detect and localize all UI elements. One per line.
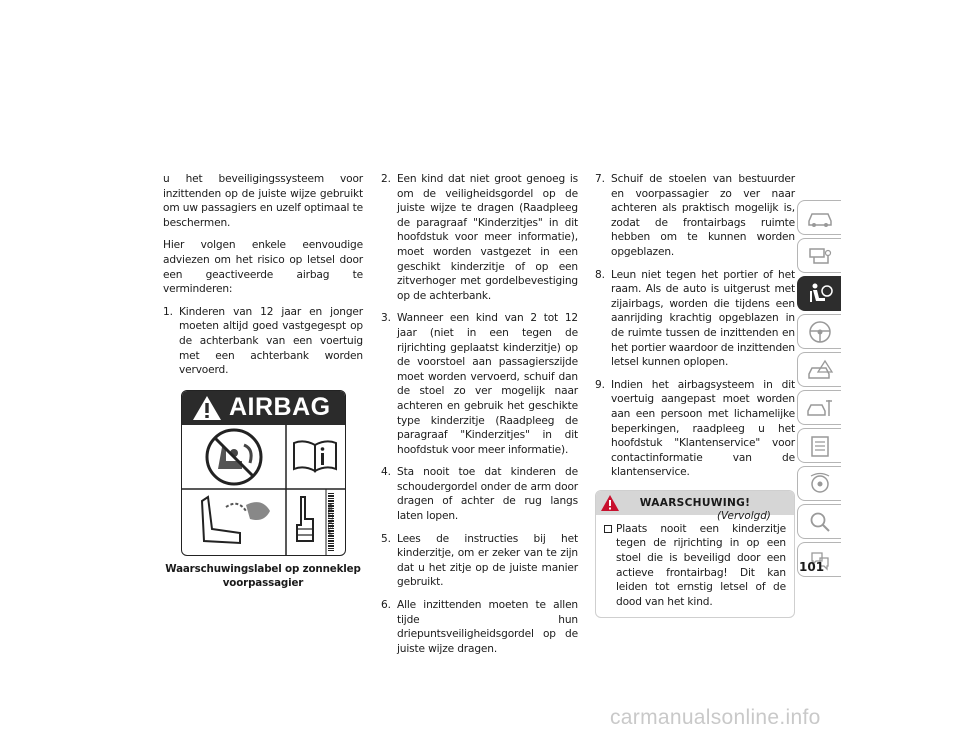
tab-safety[interactable] bbox=[797, 276, 841, 311]
airbag-safety-icon bbox=[805, 282, 835, 306]
column-1 bbox=[163, 172, 363, 590]
list-item: 8. Leun niet tegen het portier of het raam. Als de auto is uitgerust met zijairbags, worden die tijdens een aanrijding krachtig opgeblazen in de ruimte tussen de inzittenden en het portier waardoor de inzittenden letsel kunnen oplopen. bbox=[595, 268, 795, 369]
list-item: 9. Indien het airbagsysteem in dit voertuig aangepast moet worden aan een persoon met lichamelijke beperkingen, raadpleeg u het hoofdstuk "Klantenservice" voor contactinformatie van de klantenservice. bbox=[595, 378, 795, 479]
list-item: 7. Schuif de stoelen van bestuurder en voorpassagier zo ver naar achteren als praktisch mogelijk is, zodat de frontairbags ruimte hebben om te kunnen worden opgeblazen. bbox=[595, 173, 795, 258]
page-number: 101 bbox=[799, 560, 825, 574]
warning-car-icon bbox=[806, 359, 834, 381]
steering-wheel-icon bbox=[807, 319, 833, 345]
search-icon bbox=[807, 510, 833, 534]
service-icon bbox=[806, 397, 834, 419]
bullet-square-icon bbox=[604, 525, 612, 533]
advice-list-part-3 bbox=[595, 172, 795, 480]
list-item: 6. Alle inzittenden moeten te allen tijde hun driepuntsveiligheidsgordel op de juiste wijze dragen. bbox=[381, 599, 578, 655]
part-number: 68177003AA bbox=[325, 503, 332, 537]
no-rear-facing-child-seat-icon bbox=[182, 425, 286, 489]
list-item: 2. Een kind dat niet groot genoeg is om de veiligheidsgordel op de juiste wijze te dragen (Raadpleeg de paragraaf "Kinderzitjes" in dit hoofdstuk voor meer informatie), moet worden vastgezet in een geschikt kinderzitje of op een zitverhoger met gordelbevestiging op de achterbank. bbox=[381, 173, 578, 302]
specifications-icon bbox=[807, 434, 833, 458]
airbag-label-title: AIRBAG bbox=[229, 393, 331, 422]
list-item: 5. Lees de instructies bij het kinderzitje, om er zeker van te zijn dat u het zitje op de juiste manier gebruikt. bbox=[381, 532, 578, 589]
warning-triangle-icon bbox=[600, 494, 620, 512]
watermark: carmanualsonline.info bbox=[610, 706, 821, 729]
advice-list-part-2 bbox=[381, 172, 578, 656]
column-3 bbox=[595, 172, 795, 618]
tab-dashboard[interactable] bbox=[797, 238, 841, 273]
airbag-label-header bbox=[182, 391, 345, 425]
chapter-tabs bbox=[797, 200, 841, 580]
side-airbag-seat-icon bbox=[182, 489, 286, 555]
tab-service[interactable] bbox=[797, 390, 841, 425]
tab-multimedia[interactable] bbox=[797, 466, 841, 501]
advice-list-part-1 bbox=[163, 305, 363, 378]
read-manual-icon bbox=[286, 425, 345, 489]
tab-specifications[interactable] bbox=[797, 428, 841, 463]
column-2 bbox=[381, 172, 578, 664]
list-item: 4. Sta nooit toe dat kinderen de schoudergordel onder de arm door dragen of achter de rug langs laten lopen. bbox=[381, 466, 578, 523]
warning-item: Plaats nooit een kinderzitje tegen de rijrichting in op een stoel die is beveiligd door een actieve frontairbag! Dit kan leiden tot ernstig letsel of de dood van het kind. bbox=[604, 522, 786, 610]
warning-body bbox=[596, 515, 794, 618]
hand-pointing-icon bbox=[286, 489, 326, 555]
tab-emergency[interactable] bbox=[797, 352, 841, 387]
list-item: 3. Wanneer een kind van 2 tot 12 jaar (niet in een tegen de rijrichting geplaatst kinderzitje) op de voorstoel aan passagierszijde moet worden vervoerd, schuif dan de stoel zo ver mogelijk naar achteren en gebruik het geschikte type kinderzitje (Raadpleeg de paragraaf "Kinderzitjes" in dit hoofdstuk voor meer informatie). bbox=[381, 312, 578, 456]
airbag-warning-label-figure bbox=[181, 390, 346, 556]
tab-index[interactable] bbox=[797, 504, 841, 539]
warning-triangle-icon bbox=[192, 395, 222, 421]
warning-title: WAARSCHUWING! bbox=[639, 496, 751, 509]
tab-vehicle[interactable] bbox=[797, 200, 841, 235]
car-icon bbox=[806, 208, 834, 228]
tab-driving[interactable] bbox=[797, 314, 841, 349]
figure-caption: Waarschuwingslabel op zonneklep voorpassagier bbox=[165, 562, 361, 589]
continued-label: (Vervolgd) bbox=[717, 510, 771, 522]
airbag-label-body bbox=[182, 425, 345, 555]
dashboard-icon bbox=[806, 245, 834, 267]
intro-paragraph-1: u het beveiligingssysteem voor inzittenden op de juiste wijze gebruikt om uw passagiers en uzelf optimaal te beschermen. bbox=[163, 173, 363, 229]
list-item: 1. Kinderen van 12 jaar en jonger moeten altijd goed vastgegespt op de achterbank van een voertuig met een achterbank worden vervoerd. bbox=[163, 305, 363, 377]
multimedia-icon bbox=[807, 472, 833, 496]
intro-paragraph-2: Hier volgen enkele eenvoudige adviezen om het risico op letsel door een geactiveerde airbag te verminderen: bbox=[163, 239, 363, 296]
